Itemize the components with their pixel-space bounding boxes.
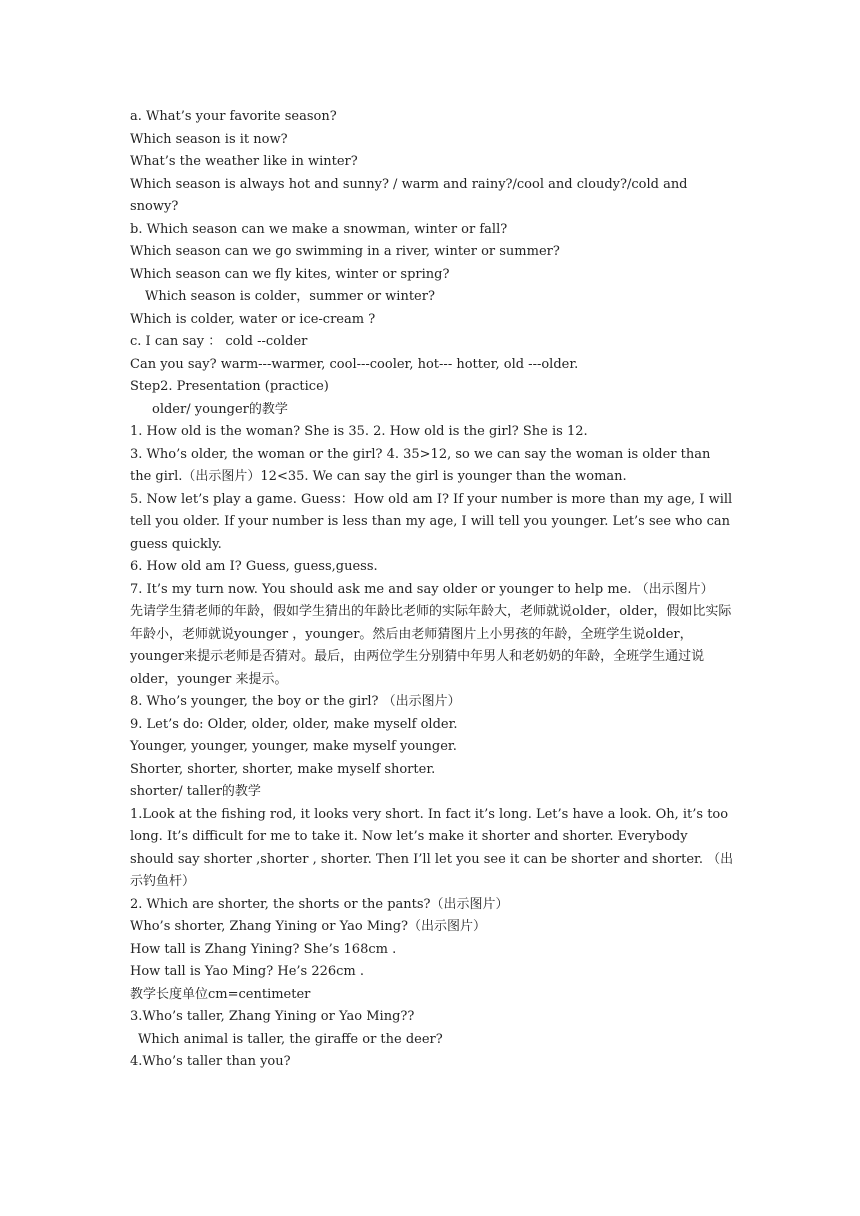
text-line: Which animal is taller, the giraffe or the deer? — [138, 1031, 443, 1047]
text-line: Who’s shorter, Zhang Yining or Yao Ming?（出示图片） — [130, 919, 486, 934]
text-line: a. What’s your favorite season? — [130, 109, 337, 124]
text-line: Can you say? warm---warmer, cool---cooler, hot--- hotter, old ---older. — [130, 356, 579, 372]
text-paragraph: 先请学生猜老师的年龄，假如学生猜出的年龄比老师的实际年龄大，老师就说older，older，假如比实际年龄小，老师就说younger ，younger。然后由老师猜图片上小男孩的年龄，全班学生说older，younger来提示老师是否猜对。最后，由两位学生分别猜中年男人和老奶奶的年龄，全班学生通过说older，younger 来提示。 — [130, 604, 732, 687]
text-line: b. Which season can we make a snowman, winter or fall? — [130, 221, 508, 237]
text-line: Which season is colder，summer or winter? — [145, 289, 435, 304]
text-paragraph: 7. It’s my turn now. You should ask me and say older or younger to help me. （出示图片） — [130, 581, 714, 597]
text-line: Which is colder, water or ice-cream ? — [130, 311, 376, 327]
text-line: What’s the weather like in winter? — [130, 154, 358, 169]
text-paragraph: 1.Look at the fishing rod, it looks very short. In fact it’s long. Let’s have a look. Oh, it’s too long. It’s difficult for me to take it. Now let’s make it shorter and shorter. Everybody should say shorter ,shorter , shorter. Then I’ll let you see it can be shorter and shorter. （出示钓鱼杆） — [130, 806, 734, 889]
text-line: Shorter, shorter, shorter, make myself shorter. — [130, 761, 436, 777]
text-line: 2. Which are shorter, the shorts or the pants?（出示图片） — [130, 896, 509, 912]
text-line: 3.Who’s taller, Zhang Yining or Yao Ming?? — [130, 1009, 415, 1024]
text-line: 6. How old am I? Guess, guess,guess. — [130, 559, 378, 574]
section-heading: shorter/ taller的教学 — [130, 784, 261, 799]
text-paragraph: 3. Who’s older, the woman or the girl? 4. 35>12, so we can say the woman is older than the girl.（出示图片）12<35. We can say the girl is younger than the woman. — [130, 446, 711, 484]
text-line: Younger, younger, younger, make myself younger. — [130, 739, 457, 754]
document-page — [130, 106, 735, 1074]
section-heading: Step2. Presentation (practice) — [130, 379, 329, 394]
text-line: 8. Who’s younger, the boy or the girl? （出示图片） — [130, 694, 461, 709]
text-paragraph: 5. Now let’s play a game. Guess：How old am I? If your number is more than my age, I will tell you older. If your number is less than my age, I will tell you younger. Let’s see who can guess quickly. — [130, 491, 733, 552]
text-line: c. I can say ： cold --colder — [130, 334, 308, 349]
text-line: Which season can we fly kites, winter or spring? — [130, 266, 450, 282]
text-line: 1. How old is the woman? She is 35. 2. How old is the girl? She is 12. — [130, 424, 588, 439]
text-line: 9. Let’s do: Older, older, older, make myself older. — [130, 716, 458, 732]
text-line: How tall is Yao Ming? He’s 226cm . — [130, 964, 365, 979]
text-line: How tall is Zhang Yining? She’s 168cm . — [130, 941, 397, 957]
text-line: Which season is it now? — [130, 131, 288, 147]
text-line: 教学长度单位cm=centimeter — [130, 986, 311, 1002]
section-heading: older/ younger的教学 — [152, 401, 288, 417]
text-paragraph: Which season is always hot and sunny? / warm and rainy?/cool and cloudy?/cold and snowy? — [130, 176, 688, 214]
text-line: 4.Who’s taller than you? — [130, 1054, 291, 1069]
text-line: Which season can we go swimming in a river, winter or summer? — [130, 244, 560, 259]
